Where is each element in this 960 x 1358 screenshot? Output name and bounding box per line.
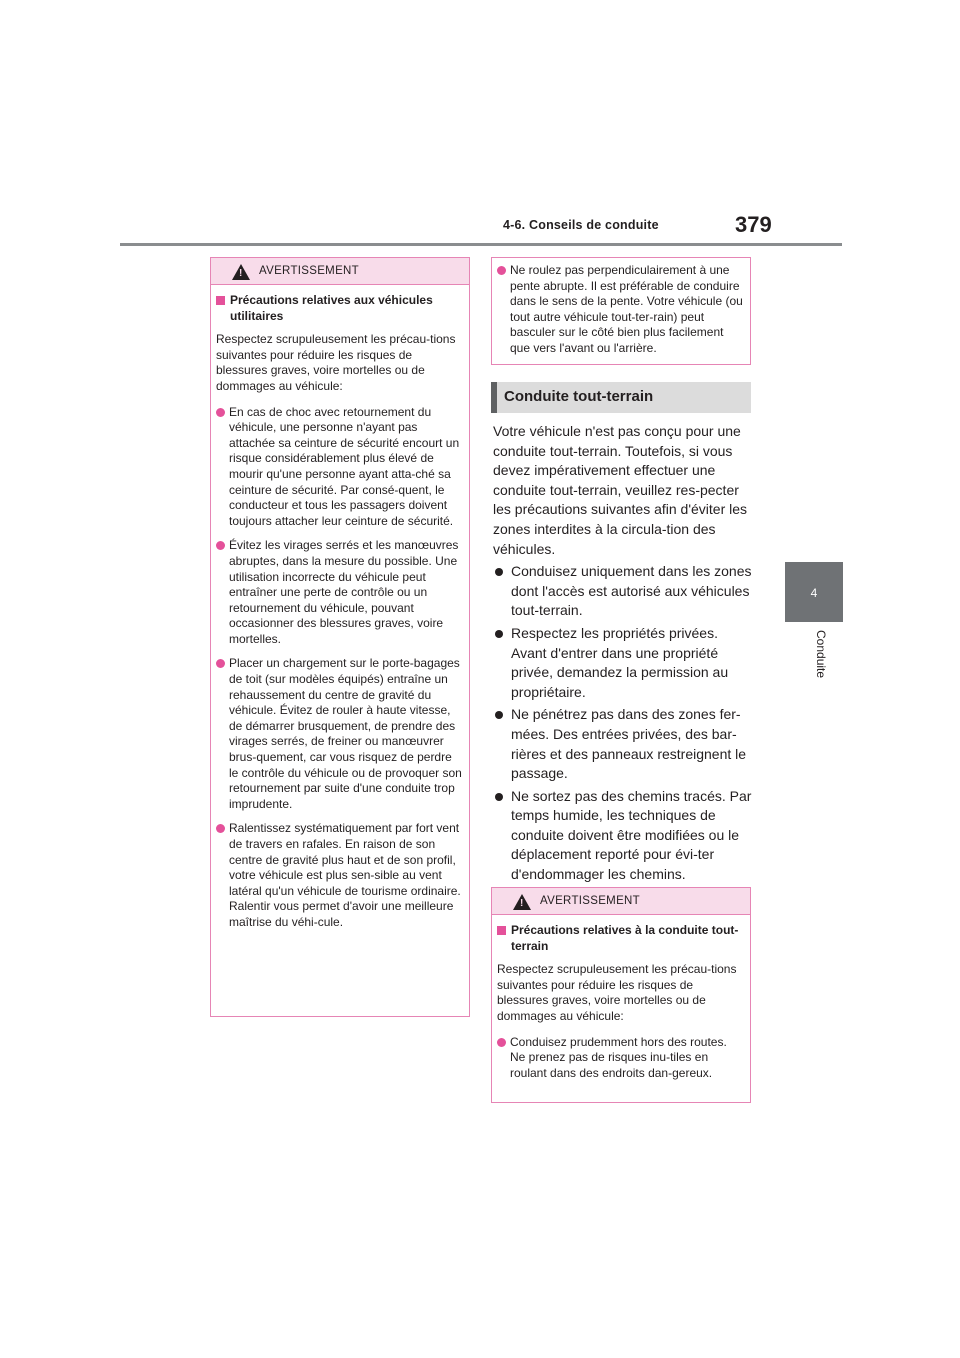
warning-item: En cas de choc avec retournement du véhicule, une personne n'ayant pas attachée sa ceinture de sécurité encourt un risque considérablement plus élevé de mourir qu'une personne ayant atta-ché sa ceinture de sécurité. Par consé-quent, le conducteur et tous les passagers doivent toujours attacher leur ceinture de sécurité. <box>216 405 463 530</box>
section-body <box>493 422 755 888</box>
warning-box-utility-vehicles <box>210 257 470 1017</box>
warning-header <box>492 888 750 915</box>
page-number: 379 <box>735 212 772 237</box>
section-bullet: Respectez les propriétés privées. Avant d'entrer dans une propriété privée, demandez la permission au propriétaire. <box>493 624 755 702</box>
chapter-label-container <box>784 630 844 710</box>
warning-body <box>492 915 750 1087</box>
warning-title: Précautions relatives à la conduite tout-terrain <box>497 923 744 954</box>
section-heading-text: Conduite tout-terrain <box>504 388 654 405</box>
warning-item: Ne roulez pas perpendiculairement à une pente abrupte. Il est préférable de conduire dans le sens de la pente. Votre véhicule (ou tout autre véhicule tout-ter-rain) peut basculer sur le côté bien plus facilement que vers l'avant ou l'arrière. <box>497 263 744 357</box>
warning-label: AVERTISSEMENT <box>259 265 359 277</box>
warning-item: Évitez les virages serrés et les manœuvres abruptes, dans la mesure du possible. Une utilisation incorrecte du véhicule peut entraîner une perte de contrôle ou un retournement du véhicule, pouvant occasionner des blessures graves, voire mortelles. <box>216 538 463 647</box>
warning-box-offroad <box>491 887 751 1103</box>
warning-item: Conduisez prudemment hors des routes. Ne prenez pas de risques inu-tiles en roulant dans des endroits dan-gereux. <box>497 1035 744 1082</box>
chapter-number: 4 <box>810 586 818 600</box>
section-bullet: Ne sortez pas des chemins tracés. Par temps humide, les techniques de conduite doivent être modifiées ou le déplacement reporté pour évi-ter d'endommager les chemins. <box>493 787 755 885</box>
warning-triangle-icon <box>513 894 531 910</box>
section-bullet: Conduisez uniquement dans les zones dont l'accès est autorisé aux véhicules tout-terrain. <box>493 562 755 621</box>
chapter-tab <box>785 562 843 622</box>
warning-body <box>211 285 469 937</box>
warning-header <box>211 258 469 285</box>
warning-item: Ralentissez systématiquement par fort vent de travers en rafales. En raison de son centre de gravité plus haut et de son profil, votre véhicule est plus sen-sible au vent latéral qu'un véhicule de tourisme ordinaire. Ralentir vous permet d'avoir une meilleure maîtrise du véhi-cule. <box>216 821 463 930</box>
warning-intro: Respectez scrupuleusement les précau-tions suivantes pour réduire les risques de blessures graves, voire mortelles ou de dommages au véhicule: <box>216 332 456 393</box>
warning-triangle-icon <box>232 264 250 280</box>
warning-title: Précautions relatives aux véhicules utilitaires <box>216 293 463 324</box>
warning-label: AVERTISSEMENT <box>540 895 640 907</box>
section-title: 4-6. Conseils de conduite <box>503 218 659 232</box>
warning-continued-body <box>492 258 750 363</box>
warning-item: Placer un chargement sur le porte-bagages de toit (sur modèles équipés) entraîne un rehaussement du centre de gravité du véhicule. Évitez de rouler à haute vitesse, de démarrer brusquement, de prendre des virages serrés, de freiner ou manœuvrer brus-quement, car vous risquez de perdre le contrôle du véhicule ou de provoquer son retournement par suite d'une conduite trop imprudente. <box>216 656 463 812</box>
section-intro: Votre véhicule n'est pas conçu pour une conduite tout-terrain. Toutefois, si vous devez impérativement effectuer une conduite tout-terrain, veuillez res-pecter les précautions suivantes afin d'éviter les zones interdites à la circula-tion des véhicules. <box>493 423 748 557</box>
chapter-label: Conduite <box>814 630 828 679</box>
heading-accent-bar <box>491 382 497 413</box>
warning-intro: Respectez scrupuleusement les précau-tions suivantes pour réduire les risques de blessures graves, voire mortelles ou de dommages au véhicule: <box>497 962 737 1023</box>
section-heading <box>491 382 751 413</box>
section-bullet: Ne pénétrez pas dans des zones fer-mées. Des entrées privées, des bar-rières et des panneaux restreignent le passage. <box>493 705 755 783</box>
warning-box-continued <box>491 257 751 365</box>
header-divider <box>120 243 842 246</box>
